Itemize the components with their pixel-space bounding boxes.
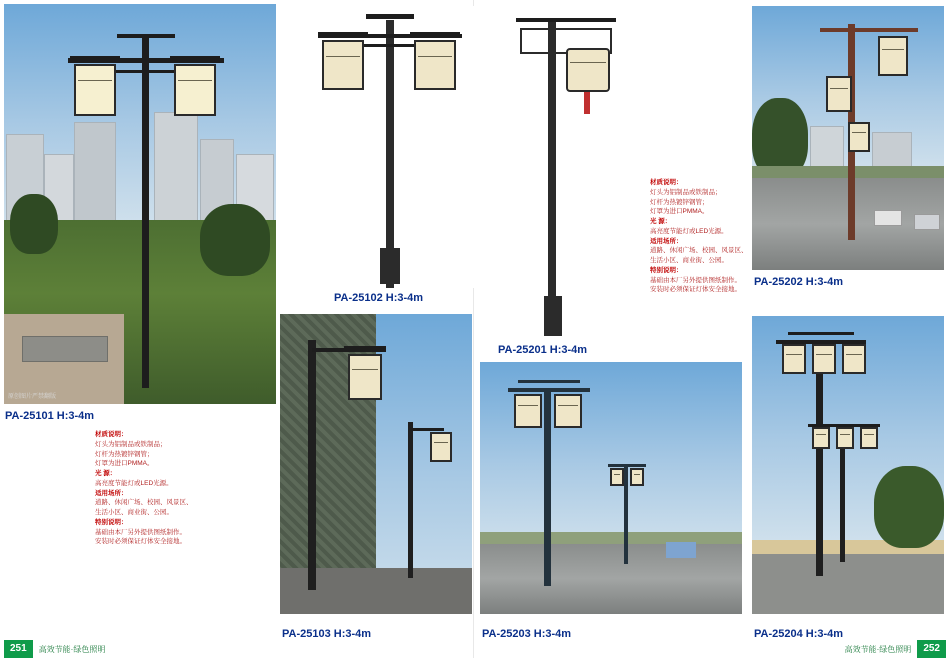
lamp-post-pa-25103-back (398, 418, 468, 578)
spec-left-line-8: 安装时必须保证灯体安全接地。 (95, 538, 186, 546)
lamp-base (544, 296, 562, 336)
lantern-mid (836, 427, 854, 449)
spec-left-line-1: 灯头为铝制品或铁制品； (95, 440, 167, 448)
spec-block-right (650, 178, 748, 295)
lantern-right (174, 64, 216, 116)
spec-right-title-material: 材质说明： (650, 179, 683, 186)
lantern-left (610, 468, 624, 486)
lamp-post-pa-25102 (306, 10, 466, 284)
footer-category-left: 高效节能·绿色照明 (38, 644, 106, 654)
spec-left-title-usage: 适用场所： (95, 489, 128, 497)
lantern-main (430, 432, 452, 462)
spec-left-title-source: 光 源： (95, 470, 117, 477)
spec-left-line-7: 基础由本厂另外提供图纸制作。 (95, 528, 186, 536)
photo-signboard (666, 542, 696, 558)
lantern-left-cap (70, 56, 120, 62)
lamp-crossarm (608, 464, 646, 467)
lantern-right-cap (410, 32, 460, 38)
lamp-pole (548, 18, 556, 336)
spec-right-line-3: 灯罩为进口PMMA。 (650, 208, 709, 216)
lamp-crossarm (508, 388, 590, 392)
spec-right-line-4: 高亮度节能灯或LED光源。 (650, 227, 728, 235)
lamp-pole (624, 464, 628, 564)
lamp-pole (408, 422, 413, 578)
spec-right-title-usage: 适用场所： (650, 237, 683, 245)
page-number-left: 251 (4, 640, 33, 658)
caption-pa-25102: PA-25102 H:3-4m (334, 292, 424, 304)
lantern-left (812, 427, 830, 449)
caption-pa-25202: PA-25202 H:3-4m (754, 276, 844, 288)
lantern-tassel (584, 92, 590, 114)
lantern-left-cap (318, 32, 368, 38)
lantern-right (860, 427, 878, 449)
lamp-top-arm (117, 34, 175, 38)
spec-left-line-2: 灯杆为热镀锌钢管； (95, 450, 154, 458)
spec-left-line-4: 高亮度节能灯或LED光源。 (95, 479, 173, 487)
spec-right-line-8: 安装时必须保证灯体安全接地。 (650, 286, 741, 294)
lamp-top-arm (788, 332, 854, 335)
lamp-pole (308, 340, 316, 590)
lamp-pole (544, 390, 551, 586)
lantern-main (566, 48, 610, 92)
photo-watermark: 原创图片严禁翻版 (8, 394, 57, 400)
page-number-right: 252 (917, 640, 946, 658)
caption-pa-25101: PA-25101 H:3-4m (5, 410, 95, 422)
product-photo-pa-25102 (296, 6, 476, 288)
spec-right-title-note: 特别说明： (650, 266, 683, 274)
product-photo-pa-25103 (280, 314, 472, 614)
product-photo-pa-25201 (500, 6, 640, 336)
lamp-crossarm (516, 18, 616, 22)
lantern-right (554, 394, 582, 428)
lantern-right (414, 40, 456, 90)
caption-pa-25203: PA-25203 H:3-4m (482, 628, 572, 640)
lamp-post-pa-25202 (814, 14, 934, 244)
spec-block-left (95, 430, 193, 547)
caption-pa-25201: PA-25201 H:3-4m (498, 344, 588, 356)
lamp-crossarm (820, 28, 918, 32)
lamp-post-pa-25204-b (796, 412, 896, 562)
lantern-left (782, 344, 806, 374)
photo-tree (10, 194, 58, 254)
spec-left-title-material: 材质说明： (95, 431, 128, 438)
lantern-main (348, 354, 382, 400)
lantern-right-cap (170, 56, 220, 62)
lantern-mid (826, 76, 852, 112)
lantern-left (514, 394, 542, 428)
lantern-mid (812, 344, 836, 374)
spec-left-title-note: 特别说明： (95, 518, 128, 526)
spec-right-line-1: 灯头为铝制品或铁制品； (650, 188, 722, 196)
lamp-top-arm (518, 380, 580, 383)
product-photo-pa-25101 (4, 4, 276, 404)
lamp-crossarm (410, 428, 444, 431)
lamp-post-pa-25203-far (600, 454, 670, 564)
lamp-pole (142, 34, 149, 388)
lantern-right (630, 468, 644, 486)
lantern-right (842, 344, 866, 374)
spec-right-line-7: 基础由本厂另外提供图纸制作。 (650, 276, 741, 284)
footer-right (746, 640, 946, 658)
lamp-base (380, 248, 400, 284)
lantern-cap (344, 346, 386, 352)
caption-pa-25204: PA-25204 H:3-4m (754, 628, 844, 640)
spec-right-line-5: 道路、休闲广场、校园、风景区、 (650, 247, 748, 255)
lamp-post-pa-25203-main (492, 370, 612, 586)
spec-left-line-6: 生活小区、商业街、公园。 (95, 509, 173, 516)
lantern-lower (848, 122, 870, 152)
footer-left (4, 640, 204, 658)
lamp-post-pa-25201 (506, 10, 636, 336)
footer-category-right: 高效节能·绿色照明 (844, 644, 912, 654)
product-photo-pa-25203 (480, 362, 742, 614)
product-photo-pa-25204 (752, 316, 944, 614)
spec-left-line-3: 灯罩为进口PMMA。 (95, 460, 154, 468)
caption-pa-25103: PA-25103 H:3-4m (282, 628, 372, 640)
spec-right-line-6: 生活小区、商业街、公园。 (650, 257, 728, 264)
lantern-upper (878, 36, 908, 76)
spec-right-line-2: 灯杆为热镀锌钢管； (650, 198, 709, 206)
lamp-top-arm (366, 14, 414, 19)
spec-right-title-source: 光 源： (650, 218, 672, 225)
spec-left-line-5: 道路、休闲广场、校园、风景区、 (95, 499, 193, 507)
lantern-left (74, 64, 116, 116)
lamp-post-pa-25101 (62, 28, 222, 388)
lantern-left (322, 40, 364, 90)
product-photo-pa-25202 (752, 6, 944, 270)
